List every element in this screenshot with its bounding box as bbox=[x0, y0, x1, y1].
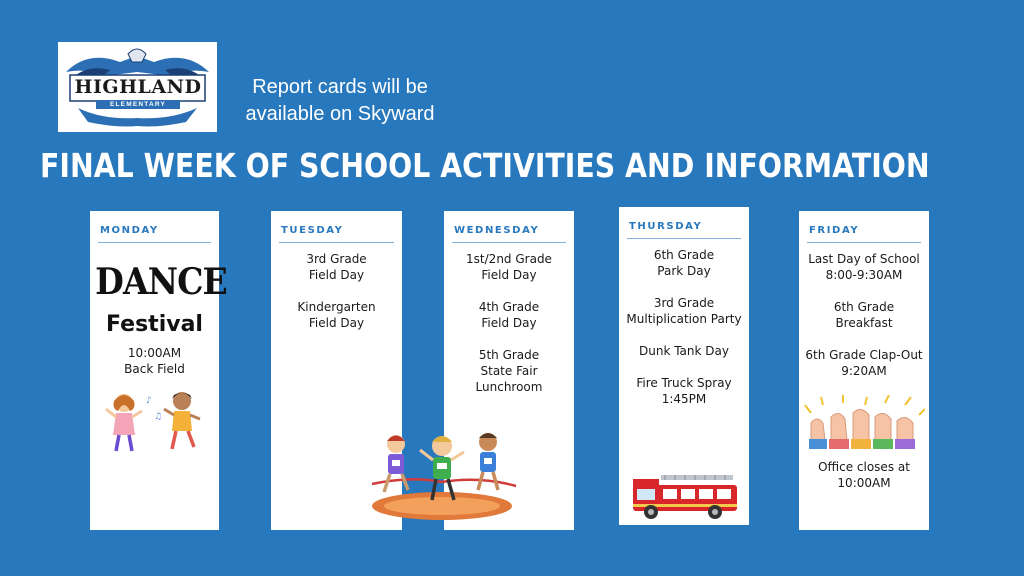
card-monday bbox=[90, 211, 227, 530]
fire-truck-icon bbox=[629, 471, 741, 521]
list-item: 6th Grade Park Day bbox=[653, 248, 715, 278]
list-item: Dunk Tank Day bbox=[639, 344, 729, 358]
clapping-hands-icon bbox=[803, 395, 925, 449]
monday-place: Back Field bbox=[124, 362, 185, 376]
list-item: 3rd Grade Field Day bbox=[306, 252, 367, 282]
svg-text:♫: ♫ bbox=[154, 412, 163, 422]
monday-details bbox=[90, 345, 219, 377]
list-item: Kindergarten Field Day bbox=[297, 300, 376, 330]
list-item: 6th Grade Breakfast bbox=[833, 300, 895, 330]
running-kids-icon bbox=[370, 428, 518, 522]
divider bbox=[98, 242, 211, 243]
report-card-note bbox=[222, 74, 458, 128]
list-item: 5th Grade State Fair Lunchroom bbox=[475, 348, 543, 394]
day-label-friday: FRIDAY bbox=[809, 225, 860, 236]
school-logo bbox=[58, 42, 217, 132]
thursday-items bbox=[619, 247, 749, 423]
tuesday-items bbox=[271, 251, 402, 347]
dance-title: DANCE bbox=[95, 261, 227, 303]
festival-title: Festival bbox=[106, 312, 203, 337]
day-label-tuesday: TUESDAY bbox=[281, 225, 344, 236]
list-item: 6th Grade Clap-Out 9:20AM bbox=[805, 348, 923, 378]
day-label-monday: MONDAY bbox=[100, 225, 159, 236]
divider bbox=[807, 242, 921, 243]
dancing-kids-icon bbox=[102, 389, 207, 459]
divider bbox=[279, 242, 394, 243]
logo-subtitle: ELEMENTARY bbox=[96, 100, 180, 109]
logo-name: HIGHLAND bbox=[74, 76, 202, 98]
divider bbox=[627, 238, 741, 239]
list-item: 3rd Grade Multiplication Party bbox=[626, 296, 742, 326]
list-item: Fire Truck Spray 1:45PM bbox=[636, 376, 732, 406]
list-item: Last Day of School 8:00-9:30AM bbox=[808, 252, 920, 282]
divider bbox=[452, 242, 566, 243]
monday-time: 10:00AM bbox=[127, 346, 182, 360]
day-label-wednesday: WEDNESDAY bbox=[454, 225, 540, 236]
wednesday-items bbox=[444, 251, 574, 411]
svg-text:♪: ♪ bbox=[146, 396, 152, 406]
day-label-thursday: THURSDAY bbox=[629, 221, 703, 232]
friday-items bbox=[799, 251, 929, 395]
report-note-line1: Report cards will be bbox=[252, 76, 428, 98]
page-title: FINAL WEEK OF SCHOOL ACTIVITIES AND INFORMATION bbox=[40, 146, 930, 185]
list-item: 4th Grade Field Day bbox=[478, 300, 540, 330]
list-item: 1st/2nd Grade Field Day bbox=[466, 252, 552, 282]
card-friday bbox=[799, 211, 929, 530]
office-closing-note: Office closes at 10:00AM bbox=[818, 460, 910, 490]
card-thursday bbox=[619, 207, 749, 525]
report-note-line2: available on Skyward bbox=[245, 103, 435, 125]
